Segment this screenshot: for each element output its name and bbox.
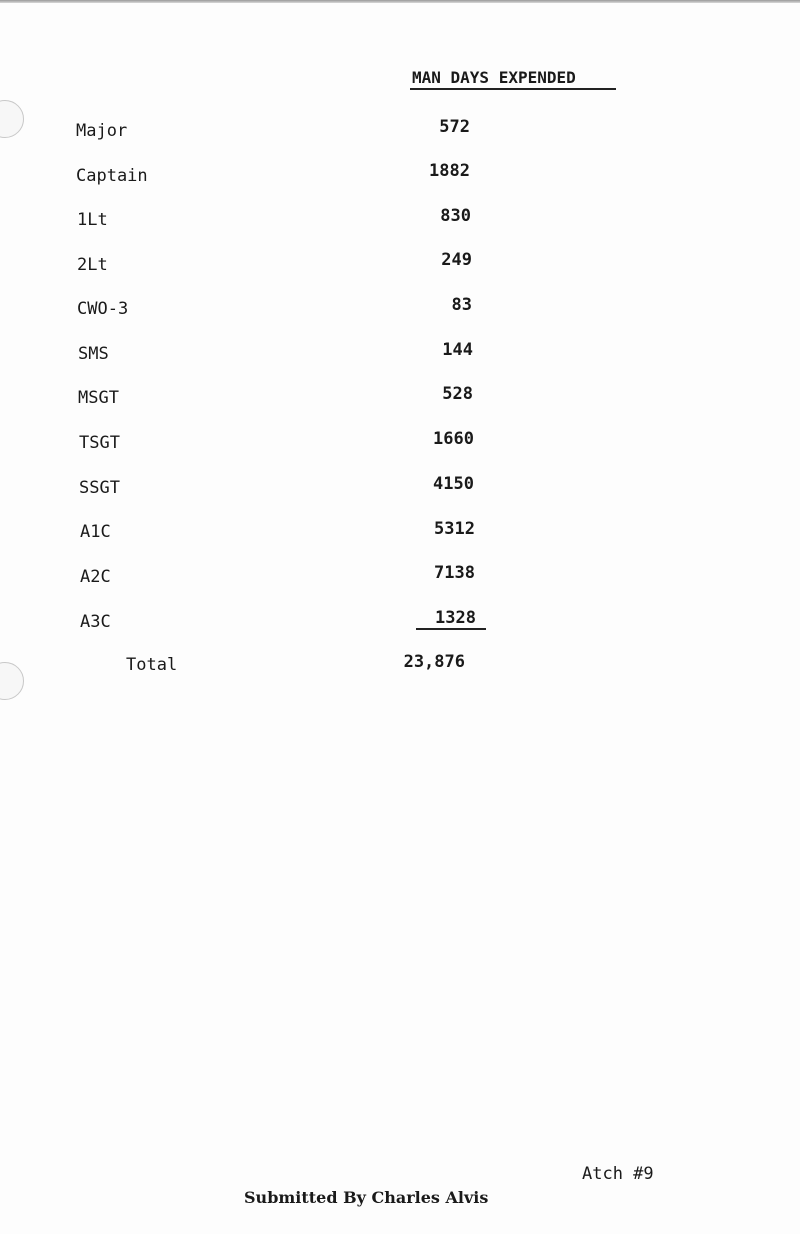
rank-label: Major [76, 121, 128, 141]
page-top-edge [0, 0, 800, 3]
man-days-value: 249 [441, 250, 472, 270]
rank-label: 2Lt [77, 255, 108, 275]
rank-label: SSGT [79, 478, 120, 498]
heading-underline [410, 88, 616, 90]
man-days-value: 83 [451, 295, 472, 315]
column-heading: MAN DAYS EXPENDED [412, 68, 576, 87]
total-label: Total [126, 655, 178, 675]
man-days-value: 830 [440, 206, 471, 226]
rank-label: 1Lt [77, 210, 108, 230]
rank-label: A3C [80, 612, 111, 632]
man-days-value: 1328 [435, 608, 476, 628]
man-days-value: 144 [442, 340, 473, 360]
rank-label: TSGT [79, 433, 120, 453]
sum-underline [416, 628, 486, 630]
rank-label: Captain [76, 166, 148, 186]
man-days-value: 1882 [429, 161, 470, 181]
rank-label: SMS [78, 344, 109, 364]
man-days-value: 7138 [434, 563, 475, 583]
total-value: 23,876 [403, 652, 465, 672]
man-days-value: 4150 [433, 474, 474, 494]
man-days-value: 572 [439, 117, 470, 137]
attachment-number: Atch #9 [582, 1164, 654, 1184]
rank-label: MSGT [78, 388, 119, 408]
rank-label: A2C [80, 567, 111, 587]
man-days-value: 5312 [434, 519, 475, 539]
punch-hole [0, 662, 24, 700]
rank-label: A1C [80, 522, 111, 542]
man-days-value: 1660 [433, 429, 474, 449]
rank-label: CWO-3 [77, 299, 129, 319]
man-days-value: 528 [442, 384, 473, 404]
submitted-by-line: Submitted By Charles Alvis [244, 1188, 489, 1207]
punch-hole [0, 100, 24, 138]
